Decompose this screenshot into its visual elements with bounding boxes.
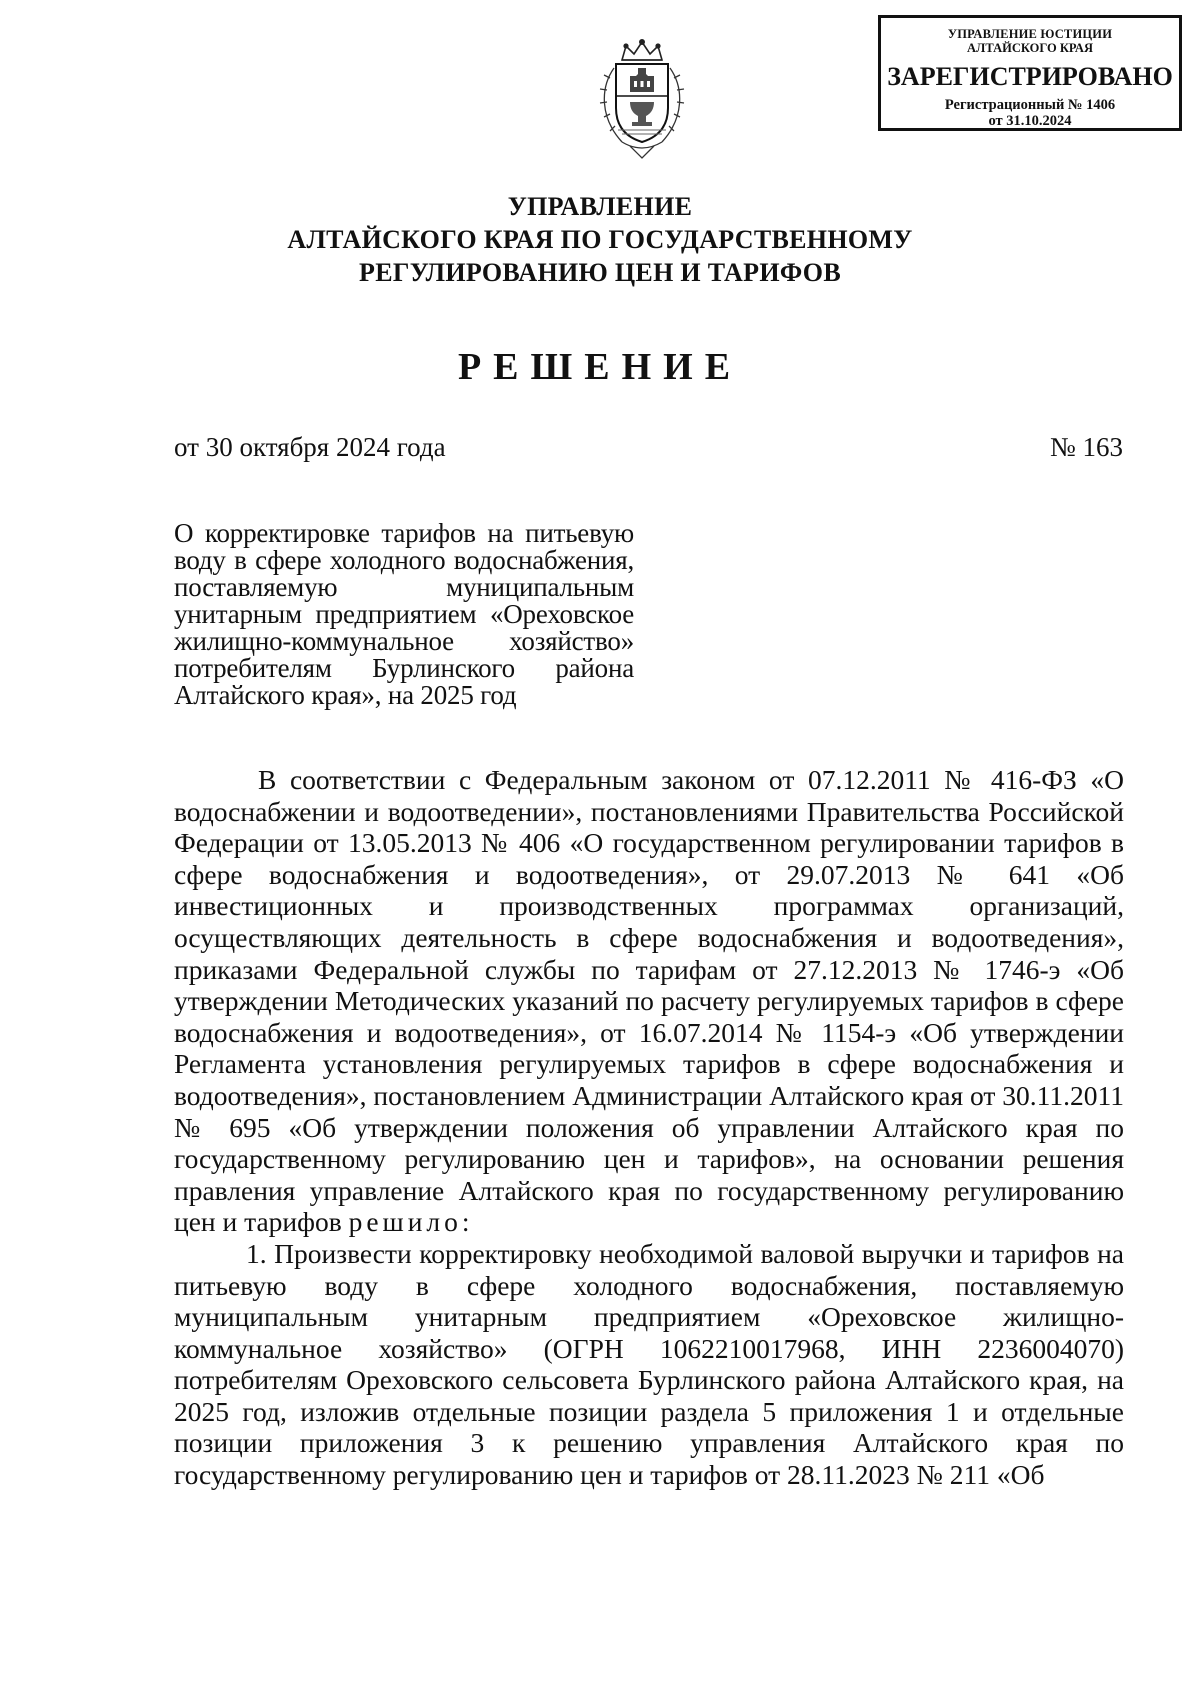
stamp-reg-number: Регистрационный № 1406 xyxy=(944,97,1116,113)
org-line1: УПРАВЛЕНИЕ xyxy=(507,192,693,221)
preamble-paragraph xyxy=(174,764,1124,1238)
doc-type-title: РЕШЕНИЕ xyxy=(457,346,743,388)
stamp-line2: АЛТАЙСКОГО КРАЯ xyxy=(967,40,1093,55)
coat-of-arms-icon xyxy=(592,38,692,160)
org-line3: РЕГУЛИРОВАНИЮ ЦЕН И ТАРИФОВ xyxy=(359,258,841,287)
decided-word: решило: xyxy=(348,1206,474,1238)
item-1-paragraph: 1. Произвести корректировку необходимой валовой выручки и тарифов на питьевую воду в сфере холодного водоснабжения, поставляемую муниципальным унитарным предприятием «Ореховское жилищно-коммунальное хозяйство» (ОГРН 1062210017968, ИНН 2236004070) потребителям Ореховского сельсовета Бурлинского района Алтайского края, на 2025 год, изложив отдельные позиции раздела 5 приложения 1 и отдельные позиции приложения 3 к решению управления Алтайского края по государственному регулированию цен и тарифов от 28.11.2023 № 211 «Об xyxy=(174,1237,1124,1491)
doc-date: от 30 октября 2024 года xyxy=(174,432,446,462)
registration-stamp xyxy=(878,15,1182,131)
doc-body xyxy=(174,764,1124,1491)
stamp-line1: УПРАВЛЕНИЕ ЮСТИЦИИ xyxy=(947,27,1113,41)
doc-number: № 163 xyxy=(1049,432,1123,462)
org-header xyxy=(180,190,1020,289)
preamble-text: В соответствии с Федеральным законом от 07.12.2011 № 416-ФЗ «О водоснабжении и водоотведении», постановлениями Правительства Российской Федерации от 13.05.2013 № 406 «О государственном регулировании тарифов в сфере водоснабжения и водоотведения», от 29.07.2013 № 641 «Об инвестиционных и производственных программах организаций, осуществляющих деятельность в сфере водоснабжения и водоотведения», приказами Федеральной службы по тарифам от 27.12.2013 № 1746-э «Об утверждении Методических указаний по расчету регулируемых тарифов в сфере водоснабжения и водоотведения», от 16.07.2014 № 1154-э «Об утверждении Регламента установления регулируемых тарифов в сфере водоснабжения и водоотведения», постановлением Администрации Алтайского края от 30.11.2011 № 695 «Об утверждении положения об управлении Алтайского края по государственному регулированию цен и тарифов», на основании решения правления управление Алтайского края по государственному регулированию цен и тарифов xyxy=(174,764,1124,1238)
doc-subject: О корректировке тарифов на питьевую воду в сфере холодного водоснабжения, поставляемую муниципальным унитарным предприятием «Ореховское жилищно-коммунальное хозяйство» потребителям Бурлинского района Алтайского края», на 2025 год xyxy=(174,518,634,710)
stamp-status: ЗАРЕГИСТРИРОВАНО xyxy=(887,62,1173,91)
org-line2: АЛТАЙСКОГО КРАЯ ПО ГОСУДАРСТВЕННОМУ xyxy=(287,225,913,254)
stamp-reg-date: от 31.10.2024 xyxy=(988,112,1072,129)
